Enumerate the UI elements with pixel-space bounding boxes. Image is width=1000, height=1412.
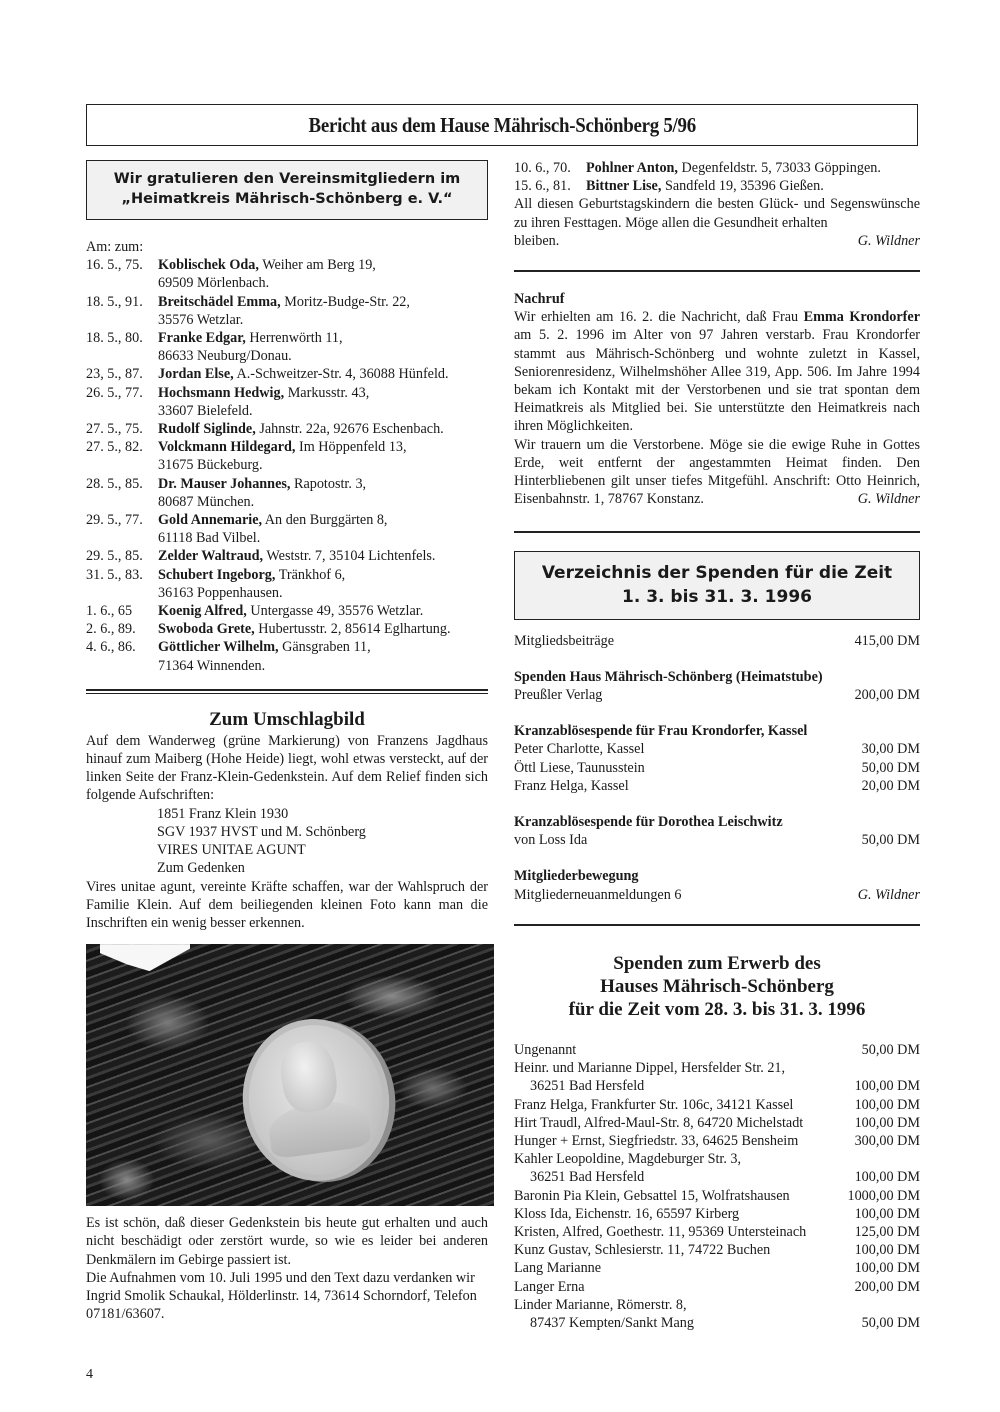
house-purchase-title-line1: Spenden zum Erwerb des [613,952,821,974]
birthday-details [158,566,488,602]
donation-label: Baronin Pia Klein, Gebsattel 15, Wolfratshausen [514,1187,790,1204]
member-city: 71364 Winnenden. [158,657,266,674]
birthday-entry [86,365,488,383]
inscription-list [86,805,488,878]
cover-image-title: Zum Umschlagbild [209,708,365,730]
donation-label-continued: 36251 Bad Hersfeld [530,1078,645,1095]
birthday-details [158,384,488,420]
birthday-date: 31. 5., 83. [86,566,143,583]
member-name: Dr. Mauser Johannes, [158,475,291,492]
signature: G. Wildner [857,491,920,508]
member-city: 35576 Wetzlar. [158,311,244,328]
house-purchase-title-line3: für die Zeit vom 28. 3. bis 31. 3. 1996 [568,998,866,1020]
obituary-text: Wir erhielten am 16. 2. die Nachricht, daß Frau [514,309,804,326]
member-city: 86633 Neuburg/Donau. [158,348,292,365]
birthday-entry [86,547,488,565]
member-name: Franke Edgar, [158,330,246,347]
birthday-date: 27. 5., 75. [86,421,143,438]
birthday-entry [86,438,488,474]
member-city: 80687 München. [158,493,255,510]
birthday-date: 10. 6., 70. [514,160,571,176]
donation-row [514,831,920,849]
donation-amount: 100,00 DM [854,1260,920,1277]
donation-amount: 100,00 DM [854,1096,920,1113]
birthday-closing-signature-row [514,232,920,250]
member-address: Rapotostr. 3, [290,475,367,492]
donation-label: von Loss Ida [514,832,588,849]
donation-row-membership [514,632,920,650]
obituary-paragraph-1 [514,308,920,435]
donation-group-title: Kranzablösespende für Frau Krondorfer, Kassel [514,723,808,740]
donation-group-title: Spenden Haus Mährisch-Schönberg (Heimatstube) [514,668,823,685]
donation-label: Mitgliedsbeiträge [514,632,615,649]
donation-row [514,1096,920,1114]
relief-medallion [232,1010,399,1191]
birthday-date: 18. 5., 80. [86,330,143,347]
obituary-text: am 5. 2. 1996 im Alter von 97 Jahren verstarb. Frau Krondorfer stammt aus Mährisch-Schönberg und wohnte zuletzt in Kassel, Seniorenresidenz, Wilhelmshöher Allee 319, App. 506. Im Jahre 1994 bekam ich Kontakt mit der Verstorbenen und sie trat spontan dem Heimatkreis als Mitglied bei. Sie unterstützte den Heimatkreis nach ihren Möglichkeiten. [514,327,920,435]
member-movement-row [514,886,920,904]
member-name: Göttlicher Wilhelm, [158,639,279,656]
donations-header-box [514,551,920,620]
birthday-date: 23, 5., 87. [86,366,143,383]
donation-row-label-line: Kahler Leopoldine, Magdeburger Str. 3, [514,1151,742,1168]
member-name: Rudolf Siglinde, [158,421,256,438]
birthday-list-right [514,159,920,195]
cover-image-intro: Auf dem Wanderweg (grüne Markierung) von Franzens Jagdhaus hinauf zum Maiberg (Hohe Heide) liegt, wohl etwas versteckt, auf der linken Seite der Franz-Klein-Gedenkstein. Auf dem Relief finden sich folgende Aufschriften: [86,732,488,804]
birthday-entry [86,511,488,547]
birthday-details [158,256,488,292]
birthday-entry [86,384,488,420]
donation-row [514,759,920,777]
obituary-title: Nachruf [514,291,565,308]
signature: G. Wildner [857,886,920,903]
donation-amount: 100,00 DM [854,1078,920,1095]
member-name: Schubert Ingeborg, [158,566,276,583]
donation-row [514,1241,920,1259]
congratulations-header-box [86,160,488,220]
house-purchase-donation-list [514,1041,920,1332]
birthday-entry [86,329,488,365]
donation-amount: 1000,00 DM [847,1187,920,1204]
donation-label: Kunz Gustav, Schlesierstr. 11, 74722 Buchen [514,1242,771,1259]
donation-row [514,740,920,758]
donation-label: Kristen, Alfred, Goethestr. 11, 95369 Untersteinach [514,1223,807,1240]
congratulations-title-line1: Wir gratulieren den Vereinsmitgliedern im [113,171,461,187]
donation-row [514,1205,920,1223]
donation-row [514,1259,920,1277]
birthday-entry [86,475,488,511]
inscription-line: Zum Gedenken [157,860,245,877]
donation-label: Hunger + Ernst, Siegfriedstr. 33, 64625 Bensheim [514,1132,799,1149]
birthday-date: 27. 5., 82. [86,439,143,456]
donation-label: Peter Charlotte, Kassel [514,741,645,758]
left-column [86,160,488,1323]
donation-label: Franz Helga, Frankfurter Str. 106c, 34121 Kassel [514,1096,794,1113]
birthday-details [158,638,488,674]
member-name: Zelder Waltraud, [158,548,264,565]
signature: G. Wildner [857,232,920,249]
member-city: 33607 Bielefeld. [158,402,253,419]
member-address: Moritz-Budge-Str. 22, [280,293,410,310]
member-name: Koenig Alfred, [158,603,247,620]
member-address: Herrenwörth 11, [245,330,343,347]
donation-amount: 100,00 DM [854,1169,920,1186]
donation-row [514,777,920,795]
member-movement-title: Mitgliederbewegung [514,868,639,885]
birthday-date: 16. 5., 75. [86,257,143,274]
donation-row [514,1314,920,1332]
donation-group-title: Kranzablösespende für Dorothea Leischwitz [514,814,783,831]
donation-label: Kloss Ida, Eichenstr. 16, 65597 Kirberg [514,1205,740,1222]
donation-row [514,1187,920,1205]
birthday-entry [86,566,488,602]
donation-amount: 50,00 DM [861,1041,920,1058]
donation-amount: 50,00 DM [861,832,920,849]
date-column-label: Am: zum: [86,239,144,255]
house-purchase-title-line2: Hauses Mährisch-Schönberg [600,975,834,997]
donation-amount: 30,00 DM [861,741,920,758]
birthday-date: 4. 6., 86. [86,639,136,656]
donation-row [514,1278,920,1296]
birthday-details [158,602,488,620]
donation-amount: 200,00 DM [854,687,920,704]
donation-row-label-line: Linder Marianne, Römerstr. 8, [514,1296,687,1313]
new-members-label: Mitgliederneuanmeldungen 6 [514,886,682,903]
birthday-entry [86,293,488,329]
birthday-date: 29. 5., 77. [86,512,143,529]
house-purchase-title [514,952,920,1021]
member-address: Degenfeldstr. 5, 73033 Göppingen. [677,160,881,176]
member-address: Gänsgraben 11, [278,639,371,656]
donation-label-continued: 36251 Bad Hersfeld [530,1169,645,1186]
birthday-date: 29. 5., 85. [86,548,143,565]
member-address: Weststr. 7, 35104 Lichtenfels. [263,548,436,565]
donation-amount: 415,00 DM [854,632,920,649]
member-name: Pohlner Anton, [586,160,678,176]
page-number: 4 [86,1367,93,1382]
donation-row [514,686,920,704]
birthday-details [586,177,920,195]
birthday-date: 26. 5., 77. [86,384,143,401]
member-name: Breitschädel Emma, [158,293,281,310]
birthday-entry [86,620,488,638]
donation-amount: 300,00 DM [854,1132,920,1149]
birthday-date: 15. 6., 81. [514,178,571,195]
donation-label: Preußler Verlag [514,687,603,704]
donation-amount: 20,00 DM [861,777,920,794]
birthday-entry [514,177,920,195]
birthday-entry [86,256,488,292]
birthday-date: 28. 5., 85. [86,475,143,492]
birthday-details [158,329,488,365]
donation-amount: 50,00 DM [861,759,920,776]
member-address: Hubertusstr. 2, 85614 Eglhartung. [254,621,451,638]
donation-row [514,1168,920,1186]
member-address: Tränkhof 6, [275,566,346,583]
birthday-date: 1. 6., 65 [86,603,133,620]
member-name: Swoboda Grete, [158,621,255,638]
obituary-text: Wir trauern um die Verstorbene. Möge sie die ewige Ruhe in Gottes Erde, weit entfernt der angestammten Heimat finden. Den Hinterbliebenen gilt unser tiefes Mitgefühl. Anschrift: Otto Heinrich, Eisenbahnstr. 1, 78767 Konstanz. [514,436,920,508]
donation-row [514,1077,920,1095]
page-header-box [86,104,918,146]
donation-row [514,1132,920,1150]
member-city: 61118 Bad Vilbel. [158,530,261,547]
member-address: Jahnstr. 22a, 92676 Eschenbach. [255,421,444,438]
donation-amount: 125,00 DM [854,1223,920,1240]
inscription-line: VIRES UNITAE AGUNT [157,842,306,859]
member-city: 31675 Bückeburg. [158,457,263,474]
member-address: Sandfeld 19, 35396 Gießen. [661,178,824,195]
cover-image-credits: Die Aufnahmen vom 10. Juli 1995 und den Text dazu verdanken wir Ingrid Smolik Schaukal, Hölderlinstr. 14, 73614 Schorndorf, Telefon 07181/63607. [86,1269,477,1323]
birthday-closing [514,195,920,231]
donation-row [514,1041,920,1059]
member-city: 69509 Mörlenbach. [158,275,270,292]
birthday-details [158,365,488,383]
birthday-entry [86,638,488,674]
birthday-date: 2. 6., 89. [86,621,136,638]
birthday-closing-text: All diesen Geburtstagskindern die besten Glück- und Segenswünsche zu ihren Festtagen. Möge allen die Gesundheit erhalten [514,196,920,231]
donation-amount: 50,00 DM [861,1314,920,1331]
member-name: Gold Annemarie, [158,512,263,529]
member-city: 36163 Poppenhausen. [158,584,283,601]
cover-image-after-photo: Es ist schön, daß dieser Gedenkstein bis heute gut erhalten und auch nicht beschädigt oder zerstört wurde, so wie es leider bei anderen Denkmälern im Gebirge passiert ist. [86,1215,488,1268]
birthday-details [158,438,488,474]
member-name: Koblischek Oda, [158,257,259,274]
birthday-entry [514,159,920,177]
birthday-entry [86,602,488,620]
donation-amount: 100,00 DM [854,1205,920,1222]
birthday-closing-last: bleiben. [514,232,560,249]
donation-row [514,1223,920,1241]
donation-label: Öttl Liese, Taunusstein [514,759,645,776]
member-name: Hochsmann Hedwig, [158,384,285,401]
donation-label: Langer Erna [514,1278,585,1295]
birthday-details [158,620,488,638]
inscription-line: 1851 Franz Klein 1930 [157,805,289,822]
member-name: Jordan Else, [158,366,234,383]
birthday-details [158,511,488,547]
donation-label: Franz Helga, Kassel [514,777,629,794]
birthday-list-left [86,256,488,675]
birthday-details [586,159,920,177]
inscription-line: SGV 1937 HVST und M. Schönberg [157,823,366,840]
birthday-details [158,547,488,565]
donation-amount: 100,00 DM [854,1114,920,1131]
donations-title-line1: Verzeichnis der Spenden für die Zeit [541,562,893,583]
member-name: Bittner Lise, [586,178,662,195]
cover-image-explanation: Vires unitae agunt, vereinte Kräfte schaffen, war der Wahlspruch der Familie Klein. Auf dem beiliegenden kleinen Foto kann man die Inschriften ein wenig besser erkennen. [86,878,488,931]
birthday-entry [86,420,488,438]
congratulations-title-line2: „Heimatkreis Mährisch-Schönberg e. V.“ [121,191,453,207]
obituary-deceased-name: Emma Krondorfer [803,309,920,326]
donation-amount: 100,00 DM [854,1242,920,1259]
donation-label: Ungenannt [514,1041,577,1058]
member-address: Im Höppenfeld 13, [295,439,407,456]
member-address: Weiher am Berg 19, [258,257,376,274]
birthday-details [158,293,488,329]
donation-row [514,1114,920,1132]
member-address: A.-Schweitzer-Str. 4, 36088 Hünfeld. [233,366,449,383]
birthday-date: 18. 5., 91. [86,293,143,310]
right-column [514,159,920,1332]
donation-label-continued: 87437 Kempten/Sankt Mang [530,1314,694,1331]
donations-title-line2: 1. 3. bis 31. 3. 1996 [622,586,812,607]
donation-row-label-line: Heinr. und Marianne Dippel, Hersfelder Str. 21, [514,1060,786,1077]
page-title: Bericht aus dem Hause Mährisch-Schönberg 5/96 [308,112,696,137]
donation-label: Lang Marianne [514,1260,602,1277]
member-address: An den Burggärten 8, [262,512,388,529]
member-address: Markusstr. 43, [284,384,370,401]
sky-area [100,944,190,989]
member-name: Volckmann Hildegard, [158,439,296,456]
memorial-stone-photo [86,944,494,1206]
donation-label: Hirt Traudl, Alfred-Maul-Str. 8, 64720 Michelstadt [514,1114,804,1131]
member-address: Untergasse 49, 35576 Wetzlar. [246,603,424,620]
birthday-details [158,475,488,511]
birthday-details [158,420,488,438]
donation-amount: 200,00 DM [854,1278,920,1295]
